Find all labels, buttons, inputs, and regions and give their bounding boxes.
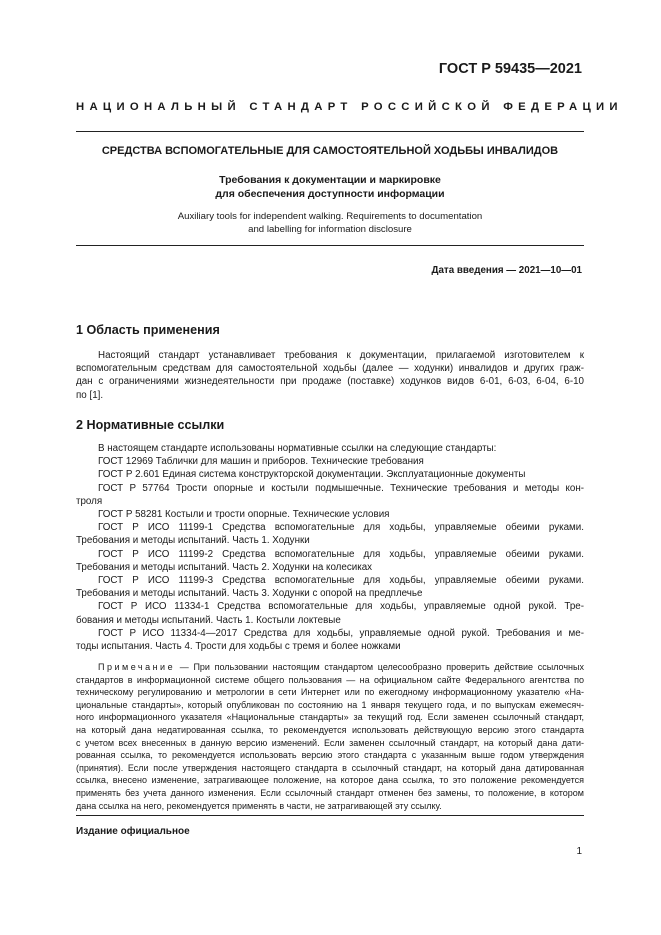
- document-title: СРЕДСТВА ВСПОМОГАТЕЛЬНЫЕ ДЛЯ САМОСТОЯТЕЛЬНОЙ ХОДЬБЫ ИНВАЛИДОВ: [101, 145, 559, 157]
- footer-rule: [76, 815, 584, 816]
- text-line: Требования и методы испытаний. Часть 1. Ходунки: [76, 535, 310, 547]
- text-line: ГОСТ Р 2.601 Единая система конструкторской документации. Эксплуатационные документы: [98, 469, 526, 481]
- standard-code: ГОСТ Р 59435—2021: [438, 61, 582, 77]
- intro-date: Дата введения — 2021—10—01: [431, 265, 582, 276]
- page-number: 1: [576, 846, 582, 857]
- text-line: Требования и методы испытаний. Часть 3. Ходунки с опорой на предплечье: [76, 588, 423, 600]
- text-line: ГОСТ Р ИСО 11199-1 Средства вспомогательные для ходьбы, управляемые обеими руками.: [98, 522, 584, 534]
- subtitle-line: Требования к документации и маркировке: [219, 174, 441, 186]
- english-title-line: Auxiliary tools for independent walking. Requirements to documentation: [177, 211, 483, 222]
- english-title-line: and labelling for information disclosure: [248, 224, 412, 235]
- text-line: ГОСТ Р ИСО 11199-2 Средства вспомогательные для ходьбы, управляемые обеими руками.: [98, 548, 584, 560]
- text-line: по [1].: [76, 389, 104, 401]
- text-line: техническому регулированию и метрологии в сети Интернет или по ежегодному информационному указателю «На-: [76, 687, 584, 698]
- text-line: (принятия). Если после утверждения настоящего стандарта в ссылочный стандарт, на который дана датированная: [76, 762, 584, 773]
- text-line: бования и методы испытаний. Часть 1. Костыли локтевые: [76, 614, 341, 626]
- text-line: рованная ссылка, то рекомендуется использовать версию этого стандарта с указанным выше годом утверждения: [76, 750, 584, 761]
- text-line: с учетом всех внесенных в данную версию изменений. Если заменен ссылочный стандарт, на который дана дати-: [76, 737, 584, 748]
- text-line: ссылка, внесено изменение, затрагивающее положение, на которое дана ссылка, то это положение рекомендуется: [76, 775, 584, 786]
- note-first-rest: — При пользовании настоящим стандартом целесообразно проверить действие ссылочных: [175, 662, 584, 672]
- text-line: ного информационного указателя «Национальные стандарты» за текущий год. Если заменен ссылочный стандарт,: [76, 712, 584, 723]
- title-rule: [76, 245, 584, 246]
- text-line: стандартов в информационной системе общего пользования — на официальном сайте Федерального агентства по: [76, 674, 584, 685]
- header-rule: [76, 131, 584, 132]
- text-line: циональные стандарты», который опубликован по состоянию на 1 января текущего года, и по выпускам ежемесяч-: [76, 699, 584, 710]
- text-line: ГОСТ Р 57764 Трости опорные и костыли подмышечные. Технические требования и методы кон-: [98, 482, 584, 494]
- text-line: тоды испытания. Часть 4. Трости для ходьбы с тремя и более ножками: [76, 641, 401, 653]
- section-1-lines: [76, 349, 584, 402]
- english-title: [76, 210, 584, 236]
- document-subtitle: [76, 173, 584, 201]
- text-line: В настоящем стандарте использованы нормативные ссылки на следующие стандарты:: [98, 443, 497, 454]
- national-standard-banner: НАЦИОНАЛЬНЫЙ СТАНДАРТ РОССИЙСКОЙ ФЕДЕРАЦИИ: [76, 101, 623, 113]
- section-1-heading: 1 Область применения: [76, 323, 220, 337]
- text-line: Настоящий стандарт устанавливает требования к документации, прилагаемой изготовителем к: [98, 350, 584, 361]
- note-first-line: [76, 661, 584, 674]
- subtitle-line: для обеспечения доступности информации: [215, 188, 445, 200]
- section-2-heading: 2 Нормативные ссылки: [76, 418, 225, 432]
- official-edition-label: Издание официальное: [76, 826, 190, 837]
- text-line: ГОСТ Р ИСО 11334-4—2017 Средства для ходьбы, управляемые одной рукой. Требования и ме-: [98, 627, 584, 639]
- text-line: ГОСТ Р 58281 Костыли и трости опорные. Технические условия: [98, 509, 390, 521]
- text-line: дана ссылка на него, рекомендуется применять в части, не затрагивающей эту ссылку.: [76, 800, 442, 811]
- note-lines: [76, 674, 584, 813]
- text-line: троля: [76, 495, 103, 507]
- text-line: дан с ограничениями жизнедеятельности при продаже (поставке) ходунков видов 6-01, 6-03, 6-04, 6-10: [76, 376, 584, 388]
- text-line: ГОСТ Р ИСО 11334-1 Средства вспомогательные для ходьбы, управляемые одной рукой. Тре-: [98, 601, 584, 613]
- text-line: вспомогательным средствам для самостоятельной ходьбы (далее — ходунки) инвалидов и других граж-: [76, 363, 584, 375]
- text-line: на который дана недатированная ссылка, то рекомендуется использовать действующую версию этого стандарта: [76, 724, 584, 735]
- text-line: применять без учета данного изменения. Если ссылочный стандарт отменен без замены, то положение, в котором: [76, 787, 584, 798]
- note-block: [76, 661, 584, 812]
- text-line: ГОСТ 12969 Таблички для машин и приборов. Технические требования: [98, 456, 424, 468]
- note-label: Примечание: [98, 662, 176, 672]
- text-line: Требования и методы испытаний. Часть 2. Ходунки на колесиках: [76, 561, 373, 573]
- text-line: ГОСТ Р ИСО 11199-3 Средства вспомогательные для ходьбы, управляемые обеими руками.: [98, 575, 584, 587]
- section-2-lines: [76, 442, 584, 653]
